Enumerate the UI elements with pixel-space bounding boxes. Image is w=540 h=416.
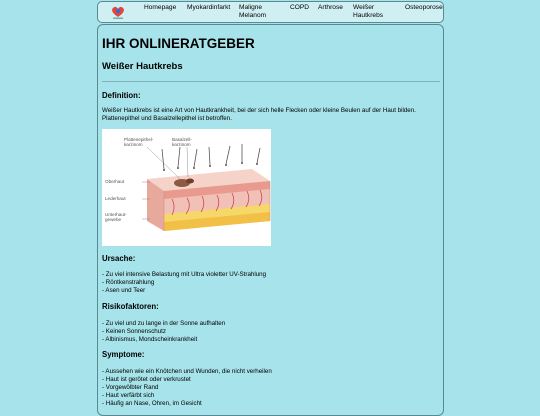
definition-heading: Definition: [102,91,141,100]
main-panel [97,24,444,416]
site-title: IHR ONLINERATGEBER [102,36,255,51]
symptome-heading: Symptome: [102,350,145,359]
definition-text: Weißer Hautkrebs ist eine Art von Hautkrankheit, bei der sich helle Flecken oder kleine Beulen auf der Haut bilden. Plattenepithel und Basalzellepithel ist betroffen. [102,107,416,122]
label-oberhaut: Oberhaut [105,179,125,184]
symptome-list [102,368,272,408]
nav-item-arthrose[interactable]: Arthrose [318,4,343,11]
list-item: - Albinismus, Mondscheinkrankheit [102,336,198,343]
label-lederhaut: Lederhaut [105,196,126,201]
list-item: - Haut ist gerötet oder verkrustet [102,376,191,383]
list-item: - Haut verfärbt sich [102,392,155,399]
label-basalzell: Basalzell- karzinom [172,137,192,147]
ursache-heading: Ursache: [102,254,136,263]
risikofaktoren-list [102,320,225,344]
logo-icon[interactable] [108,4,128,20]
ursache-list [102,271,266,295]
nav-item-copd[interactable]: COPD [290,4,310,11]
page-title: Weißer Hautkrebs [102,61,183,72]
nav-item-osteoporose[interactable]: Osteoporose [405,4,443,11]
top-navigation [97,1,444,23]
nav-item-homepage[interactable]: Homepage [144,4,177,11]
list-item: - Röntkenstrahlung [102,279,155,286]
label-plattenepithel: Plattenepithel- karzinom [124,137,154,147]
list-item: - Aussehen wie ein Knötchen und Wunden, die nicht verheilen [102,368,272,375]
skin-diagram [102,129,271,246]
nav-item-myokardinfarkt[interactable]: Myokardinfarkt [187,4,231,11]
risikofaktoren-heading: Risikofaktoren: [102,302,159,311]
label-unterhaut: Unterhaut- gewebe [105,212,127,222]
list-item: - Vorgewölbter Rand [102,384,159,391]
list-item: - Asen und Teer [102,287,146,294]
list-item: - Zu viel intensive Belastung mit Ultra violetter UV-Strahlung [102,271,267,278]
nav-item-maligne-melanom[interactable]: Maligne Melanom [239,4,267,19]
divider [102,81,440,82]
list-item: - Häufig an Nase, Ohren, im Gesicht [102,400,202,407]
list-item: - Zu viel und zu lange in der Sonne aufhalten [102,320,226,327]
list-item: - Keinen Sonnenschutz [102,328,166,335]
nav-item-weisser-hautkrebs[interactable]: Weißer Hautkrebs [353,4,384,19]
